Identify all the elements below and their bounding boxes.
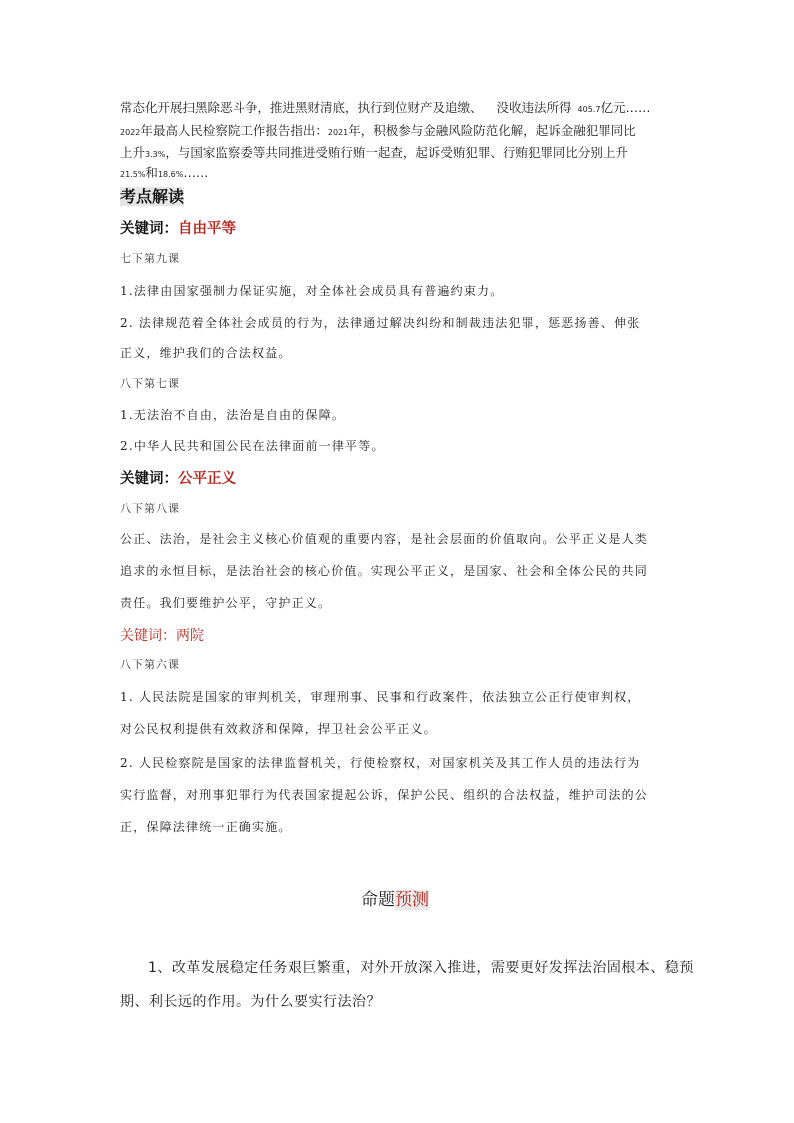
intro-line-4 <box>120 163 208 181</box>
paragraph: 2. 人民检察院是国家的法律监督机关，行使检察权，对国家机关及其工作人员的违法行为 <box>120 756 641 770</box>
lesson-label: 八下第七课 <box>120 377 180 390</box>
intro-text: 常态化开展扫黑除恶斗争，推进黑财清底，执行到位财产及追缴、 <box>120 100 483 115</box>
prediction-heading-a: 命题 <box>361 890 395 910</box>
intro-number: 2022 <box>120 128 141 137</box>
section-title-text: 考点解读 <box>120 187 185 206</box>
keyword-heading-2 <box>120 467 236 488</box>
intro-text: 和 <box>145 165 158 180</box>
prediction-heading <box>361 885 429 910</box>
paragraph: 对公民权利提供有效救济和保障，捍卫社会公平正义。 <box>120 722 437 736</box>
lesson-label: 八下第六课 <box>120 658 180 671</box>
keyword-label: 关键词： <box>120 628 176 644</box>
intro-number: 405.7 <box>577 105 601 114</box>
intro-text: 年，积极参与金融风险防范化解，起诉金融犯罪同比 <box>348 123 636 138</box>
question-line-1: 1、改革发展稳定任务艰巨繁重，对外开放深入推进，需要更好发挥法治固根本、稳预 <box>148 960 694 976</box>
paragraph: 1.法律由国家强制力保证实施，对全体社会成员具有普遍约束力。 <box>120 284 504 298</box>
paragraph: 2. 法律规范着全体社会成员的行为，法律通过解决纠纷和制裁违法犯罪，惩恶扬善、伸张 <box>120 316 641 330</box>
prediction-heading-b: 预测 <box>395 890 429 910</box>
question-line-2: 期、利长远的作用。为什么要实行法治？ <box>120 994 381 1010</box>
section-title <box>120 184 184 207</box>
intro-number: 21.5% <box>120 170 146 179</box>
intro-text: 亿元…… <box>600 100 651 115</box>
lesson-label: 八下第八课 <box>120 502 180 515</box>
paragraph: 实行监督，对刑事犯罪行为代表国家提起公诉，保护公民、组织的合法权益，维护司法的公 <box>120 788 649 802</box>
keyword-label: 关键词： <box>120 471 178 487</box>
intro-text: …… <box>183 165 209 180</box>
paragraph: 正，保障法律统一正确实施。 <box>120 820 292 834</box>
keyword-heading-1 <box>120 217 236 238</box>
paragraph: 1.无法治不自由，法治是自由的保障。 <box>120 408 346 422</box>
paragraph: 追求的永恒目标，是法治社会的核心价值。实现公平正义，是国家、社会和全体公民的共同 <box>120 564 649 578</box>
intro-text: 上升 <box>120 145 146 160</box>
paragraph: 责任。我们要维护公平，守护正义。 <box>120 596 332 610</box>
intro-number: 2021 <box>327 128 349 137</box>
keyword-label: 关键词： <box>120 221 178 237</box>
keyword-value: 两院 <box>176 628 204 644</box>
keyword-heading-3 <box>120 625 204 645</box>
intro-number: 3.3% <box>145 150 166 159</box>
paragraph: 1. 人民法院是国家的审判机关，审理刑事、民事和行政案件，依法独立公正行使审判权， <box>120 690 641 704</box>
intro-text: 年最高人民检察院工作报告指出： <box>140 123 328 138</box>
paragraph: 公正、法治，是社会主义核心价值观的重要内容，是社会层面的价值取向。公平正义是人类 <box>120 532 649 546</box>
intro-text: 没收违法所得 <box>496 100 572 115</box>
intro-line-2 <box>120 121 636 139</box>
lesson-label: 七下第九课 <box>120 252 180 265</box>
intro-line-1 <box>120 98 650 116</box>
keyword-value: 自由平等 <box>178 221 236 237</box>
keyword-value: 公平正义 <box>178 471 236 487</box>
intro-text: ，与国家监察委等共同推进受贿行贿一起查，起诉受贿犯罪、行贿犯罪同比分别上升 <box>165 145 628 160</box>
paragraph: 正义，维护我们的合法权益。 <box>120 346 292 360</box>
intro-line-3 <box>120 143 628 161</box>
intro-number: 18.6% <box>157 170 184 179</box>
paragraph: 2.中华人民共和国公民在法律面前一律平等。 <box>120 439 385 453</box>
